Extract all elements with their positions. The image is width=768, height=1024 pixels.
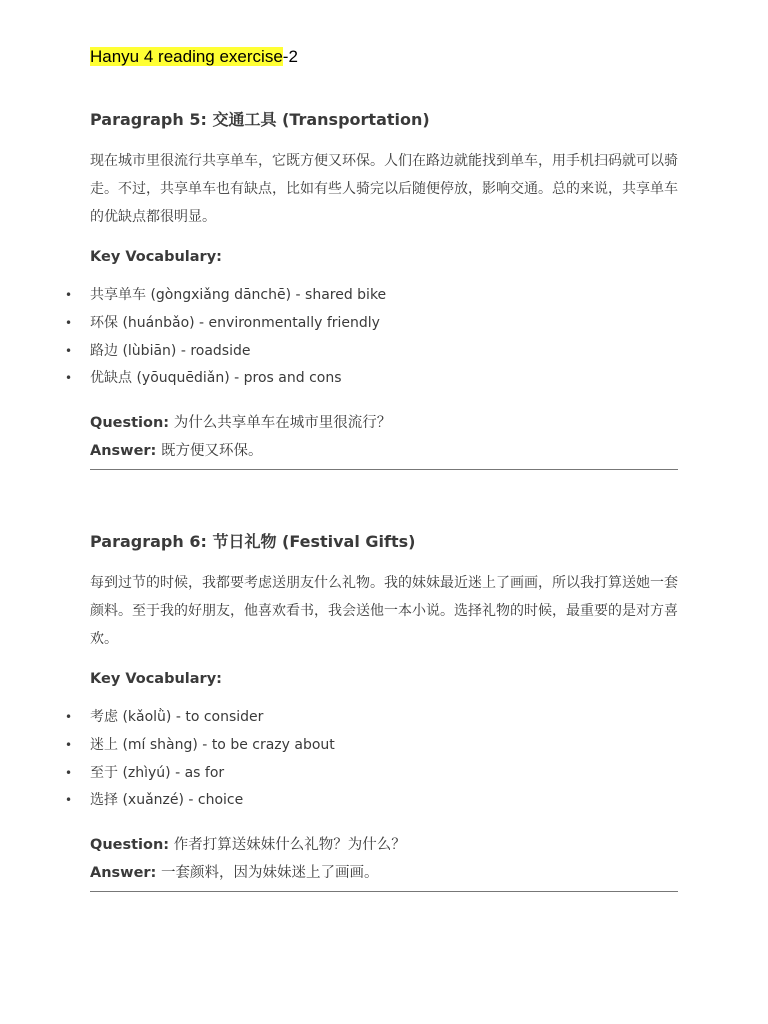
- vocab-term: 环保: [90, 314, 118, 331]
- list-item: [65, 760, 678, 788]
- vocab-gloss: (xuǎnzé) - choice: [122, 792, 244, 809]
- bullet-icon: •: [65, 765, 73, 780]
- list-item: [65, 310, 678, 338]
- list-item: [65, 704, 678, 732]
- document-title-highlight: Hanyu 4 reading exercise: [90, 47, 283, 66]
- list-item: [65, 282, 678, 310]
- vocab-term: 优缺点: [90, 370, 132, 387]
- list-item: [65, 732, 678, 760]
- section-heading: Paragraph 5: 交通工具 (Transportation): [90, 110, 430, 129]
- section-body-text: 每到过节的时候，我都要考虑送朋友什么礼物。我的妹妹最近迷上了画画，所以我打算送她一套颜料。至于我的好朋友，他喜欢看书，我会送他一本小说。选择礼物的时候，最重要的是对方喜欢。: [90, 575, 678, 647]
- vocab-term: 选择: [90, 792, 118, 809]
- vocab-gloss: (zhìyú) - as for: [122, 764, 225, 781]
- answer-text: 一套颜料，因为妹妹迷上了画画。: [160, 865, 379, 882]
- vocab-term: 共享单车: [90, 287, 146, 303]
- question-text: 为什么共享单车在城市里很流行？: [173, 415, 392, 432]
- bullet-icon: •: [65, 315, 73, 330]
- list-item: [65, 787, 678, 815]
- answer-label: Answer:: [90, 443, 157, 460]
- section-divider: [90, 469, 678, 470]
- document-title-suffix: -2: [282, 47, 298, 66]
- question-label: Question:: [90, 415, 170, 432]
- vocab-term: 迷上: [90, 736, 118, 753]
- vocab-list: [65, 282, 678, 393]
- vocab-gloss: (mí shàng) - to be crazy about: [122, 736, 335, 753]
- vocab-term: 路边: [90, 342, 118, 359]
- list-item: [65, 365, 678, 393]
- answer-text: 既方便又环保。: [160, 443, 263, 460]
- vocab-gloss: (lùbiān) - roadside: [122, 342, 251, 359]
- bullet-icon: •: [65, 371, 73, 386]
- vocab-title: Key Vocabulary:: [90, 249, 222, 265]
- bullet-icon: •: [65, 288, 73, 302]
- document-title: [90, 47, 298, 67]
- vocab-list: [65, 704, 678, 815]
- section-heading: Paragraph 6: 节日礼物 (Festival Gifts): [90, 532, 416, 551]
- section-divider: [90, 891, 678, 892]
- question-label: Question:: [90, 837, 170, 854]
- list-item: [65, 338, 678, 366]
- vocab-gloss: (gòngxiǎng dānchē) - shared bike: [150, 287, 387, 303]
- paragraph-6-section: [65, 532, 678, 887]
- paragraph-5-section: [65, 110, 678, 465]
- bullet-icon: •: [65, 343, 73, 358]
- vocab-term: 至于: [90, 764, 118, 781]
- answer-line: [90, 859, 678, 887]
- answer-label: Answer:: [90, 865, 157, 882]
- bullet-icon: •: [65, 737, 73, 752]
- bullet-icon: •: [65, 793, 73, 808]
- vocab-gloss: (huánbǎo) - environmentally friendly: [122, 314, 380, 331]
- section-body-text: 现在城市里很流行共享单车，它既方便又环保。人们在路边就能找到单车，用手机扫码就可以骑走。不过，共享单车也有缺点，比如有些人骑完以后随便停放，影响交通。总的来说，共享单车的优缺点都很明显。: [90, 153, 678, 225]
- answer-line: [90, 437, 678, 465]
- bullet-icon: •: [65, 710, 73, 724]
- vocab-gloss: (kǎolǜ) - to consider: [122, 709, 264, 725]
- question-line: [90, 409, 678, 437]
- vocab-title: Key Vocabulary:: [90, 671, 222, 687]
- question-text: 作者打算送妹妹什么礼物？为什么？: [173, 837, 406, 854]
- vocab-term: 考虑: [90, 709, 118, 725]
- vocab-gloss: (yōuquēdiǎn) - pros and cons: [136, 370, 342, 387]
- question-line: [90, 831, 678, 859]
